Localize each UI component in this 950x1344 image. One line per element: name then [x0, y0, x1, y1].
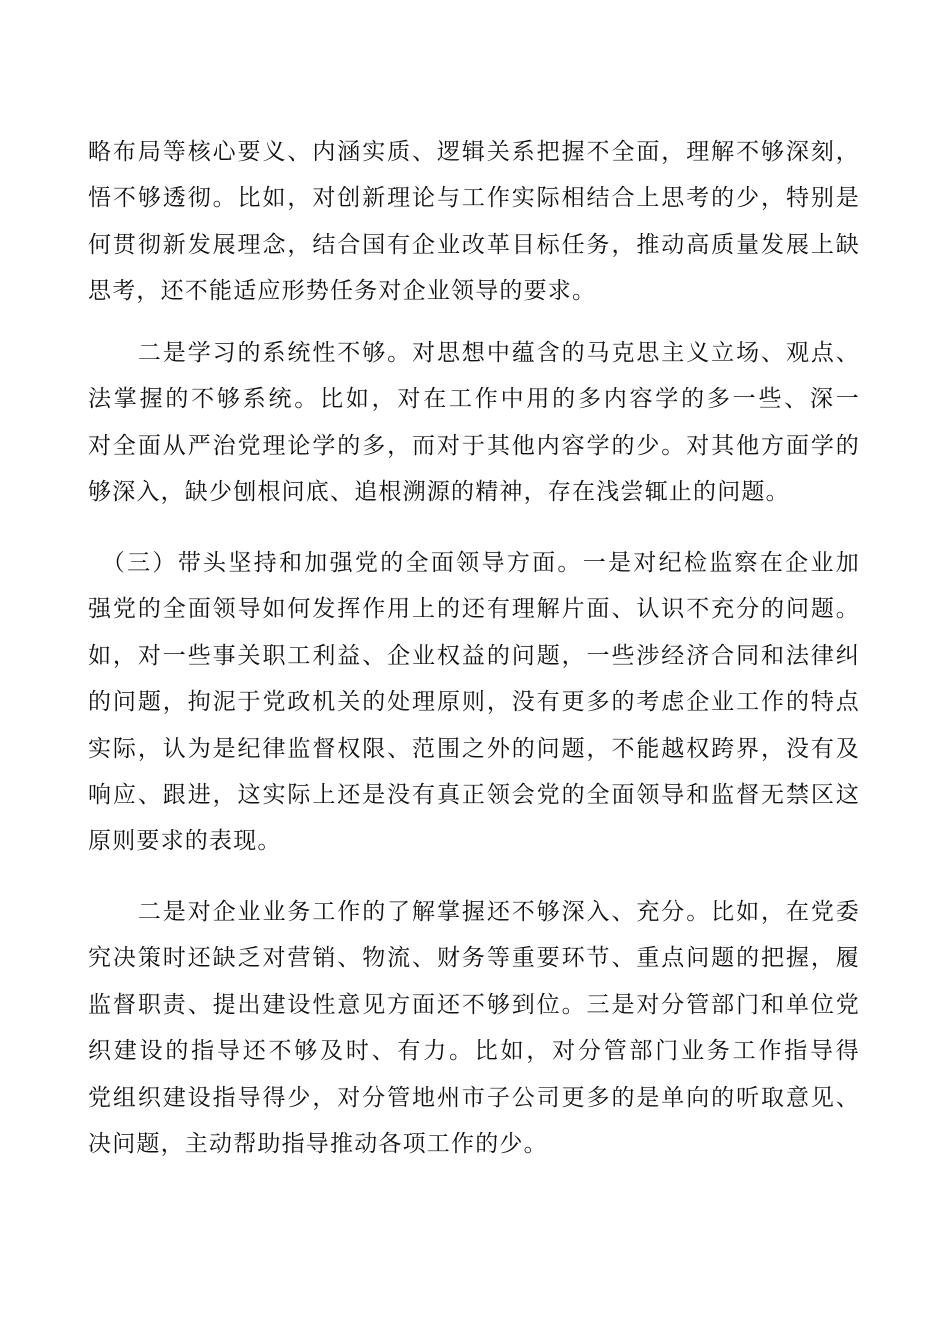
paragraph-line: 何贯彻新发展理念，结合国有企业改革目标任务，推动高质量发展上缺 [88, 231, 860, 258]
paragraph-4 [88, 889, 860, 1167]
paragraph-line: 略布局等核心要义、内涵实质、逻辑关系把握不全面，理解不够深刻， [88, 139, 860, 165]
paragraph-line: 究决策时还缺乏对营销、物流、财务等重要环节、重点问题的把握，履 [88, 945, 860, 972]
paragraph-line: 实际，认为是纪律监督权限、范围之外的问题，不能越权跨界，没有及 [88, 735, 860, 762]
paragraph-line: 法掌握的不够系统。比如，对在工作中用的多内容学的多一些、深一 [88, 386, 860, 413]
paragraph-line: 思考，还不能适应形势任务对企业领导的要求。 [88, 278, 597, 305]
paragraph-line: 的问题，拘泥于党政机关的处理原则，没有更多的考虑企业工作的特点 [88, 689, 860, 716]
paragraph-line: 悟不够透彻。比如，对创新理论与工作实际相结合上思考的少，特别是 [88, 185, 860, 212]
paragraph-line: 响应、跟进，这实际上还是没有真正领会党的全面领导和监督无禁区这 [88, 781, 860, 808]
paragraph-line: （三）带头坚持和加强党的全面领导方面。一是对纪检监察在企业加 [88, 550, 860, 576]
paragraph-line: 二是对企业业务工作的了解掌握还不够深入、充分。比如，在党委 [137, 899, 860, 925]
paragraph-line: 对全面从严治党理论学的多，而对于其他内容学的少。对其他方面学的 [88, 432, 860, 459]
paragraph-3 [88, 540, 860, 865]
paragraph-line: 如，对一些事关职工利益、企业权益的问题，一些涉经济合同和法律纠 [88, 642, 860, 669]
paragraph-line: 够深入，缺少刨根问底、追根溯源的精神，存在浅尝辄止的问题。 [88, 479, 790, 506]
paragraph-line: 织建设的指导还不够及时、有力。比如，对分管部门业务工作指导得 [88, 1038, 860, 1065]
paragraph-line: 监督职责、提出建设性意见方面还不够到位。三是对分管部门和单位党 [88, 991, 860, 1018]
paragraph-line: 强党的全面领导如何发挥作用上的还有理解片面、认识不充分的问题。 [88, 596, 860, 623]
paragraph-line: 党组织建设指导得少，对分管地州市子公司更多的是单向的听取意见、 [88, 1084, 860, 1111]
paragraph-2 [88, 330, 860, 516]
paragraph-line: 二是学习的系统性不够。对思想中蕴含的马克思主义立场、观点、 [137, 340, 860, 366]
paragraph-line: 决问题，主动帮助指导推动各项工作的少。 [88, 1130, 548, 1157]
paragraph-1 [88, 129, 860, 315]
paragraph-line: 原则要求的表现。 [88, 828, 282, 855]
